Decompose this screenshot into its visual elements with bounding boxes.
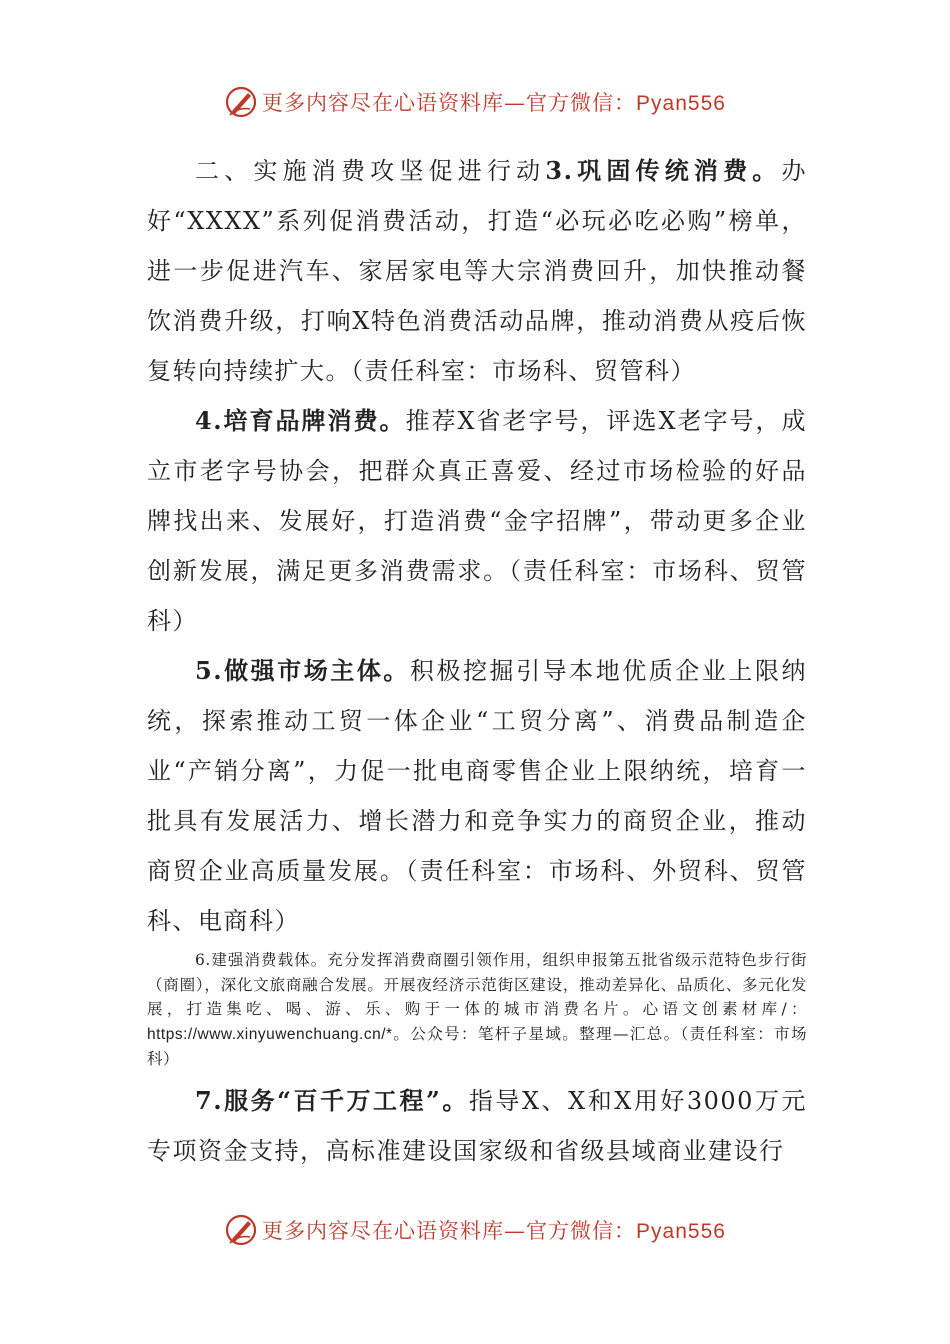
watermark-main-text: 更多内容尽在心语资料库 (262, 1219, 505, 1243)
paragraph-4 (147, 396, 807, 646)
pen-logo-icon (224, 85, 258, 119)
watermark-wechat-label: 官方微信： (526, 91, 637, 115)
paragraph-5 (147, 646, 807, 946)
paragraph-6 (147, 948, 807, 1072)
item-text-3: 办好“XXXX”系列促消费活动，打造“必玩必吃必购”榜单，进一步促进汽车、家居家电等大宗消费回升，加快推动餐饮消费升级，打响X特色消费活动品牌，推动消费从疫后恢复转向持续扩大。（责任科室：市场科、贸管科） (147, 157, 808, 385)
header-watermark-text (262, 87, 726, 117)
watermark-wechat-label: 官方微信： (526, 1219, 637, 1243)
item-title-3: 3.巩固传统消费。 (545, 156, 782, 185)
watermark-dash: — (504, 91, 527, 115)
pen-logo-icon (224, 1213, 258, 1247)
item-title-4: 4.培育品牌消费。 (195, 406, 406, 435)
item-text-5: 积极挖掘引导本地优质企业上限纳统，探索推动工贸一体企业“工贸分离”、消费品制造企业“产销分离”，力促一批电商零售企业上限纳统，培育一批具有发展活力、增长潜力和竞争实力的商贸企业，推动商贸企业高质量发展。（责任科室：市场科、外贸科、贸管科、电商科） (147, 657, 808, 935)
source-url: https://www.xinyuwenchuang.cn/* (147, 1025, 393, 1043)
watermark-wechat-id: Pyan556 (636, 92, 726, 115)
header-watermark (0, 80, 950, 124)
item-title-7: 7.服务“百千万工程”。 (195, 1085, 469, 1115)
paragraph-3 (147, 146, 807, 396)
footer-watermark-text (262, 1215, 726, 1245)
item-title-5: 5.做强市场主体。 (195, 656, 410, 685)
document-body (147, 146, 807, 1176)
item-text-4: 推荐X省老字号，评选X老字号，成立市老字号协会，把群众真正喜爱、经过市场检验的好品牌找出来、发展好，打造消费“金字招牌”，带动更多企业创新发展，满足更多消费需求。（责任科室：市场科、贸管科） (147, 407, 808, 635)
section-heading: 二、实施消费攻坚促进行动 (195, 157, 546, 185)
item-text-6a: 6.建强消费载体。充分发挥消费商圈引领作用，组织申报第五批省级示范特色步行街（商圈），深化文旅商融合发展。开展夜经济示范街区建设，推动差异化、品质化、多元化发展，打造集吃、喝、游、乐、购于一体的城市消费名片。心语文创素材库/： (147, 951, 807, 1018)
item-text-7: 指导X、X和X用好3000万元专项资金支持，高标准建设国家级和省级县域商业建设行 (147, 1086, 807, 1165)
watermark-wechat-id: Pyan556 (636, 1220, 726, 1243)
watermark-dash: — (504, 1219, 527, 1243)
paragraph-7 (147, 1076, 807, 1176)
footer-watermark (0, 1208, 950, 1252)
item-text-6b: 。公众号：笔杆子星域。整理—汇总。（责任科室：市场科） (147, 1024, 807, 1068)
watermark-main-text: 更多内容尽在心语资料库 (262, 91, 505, 115)
